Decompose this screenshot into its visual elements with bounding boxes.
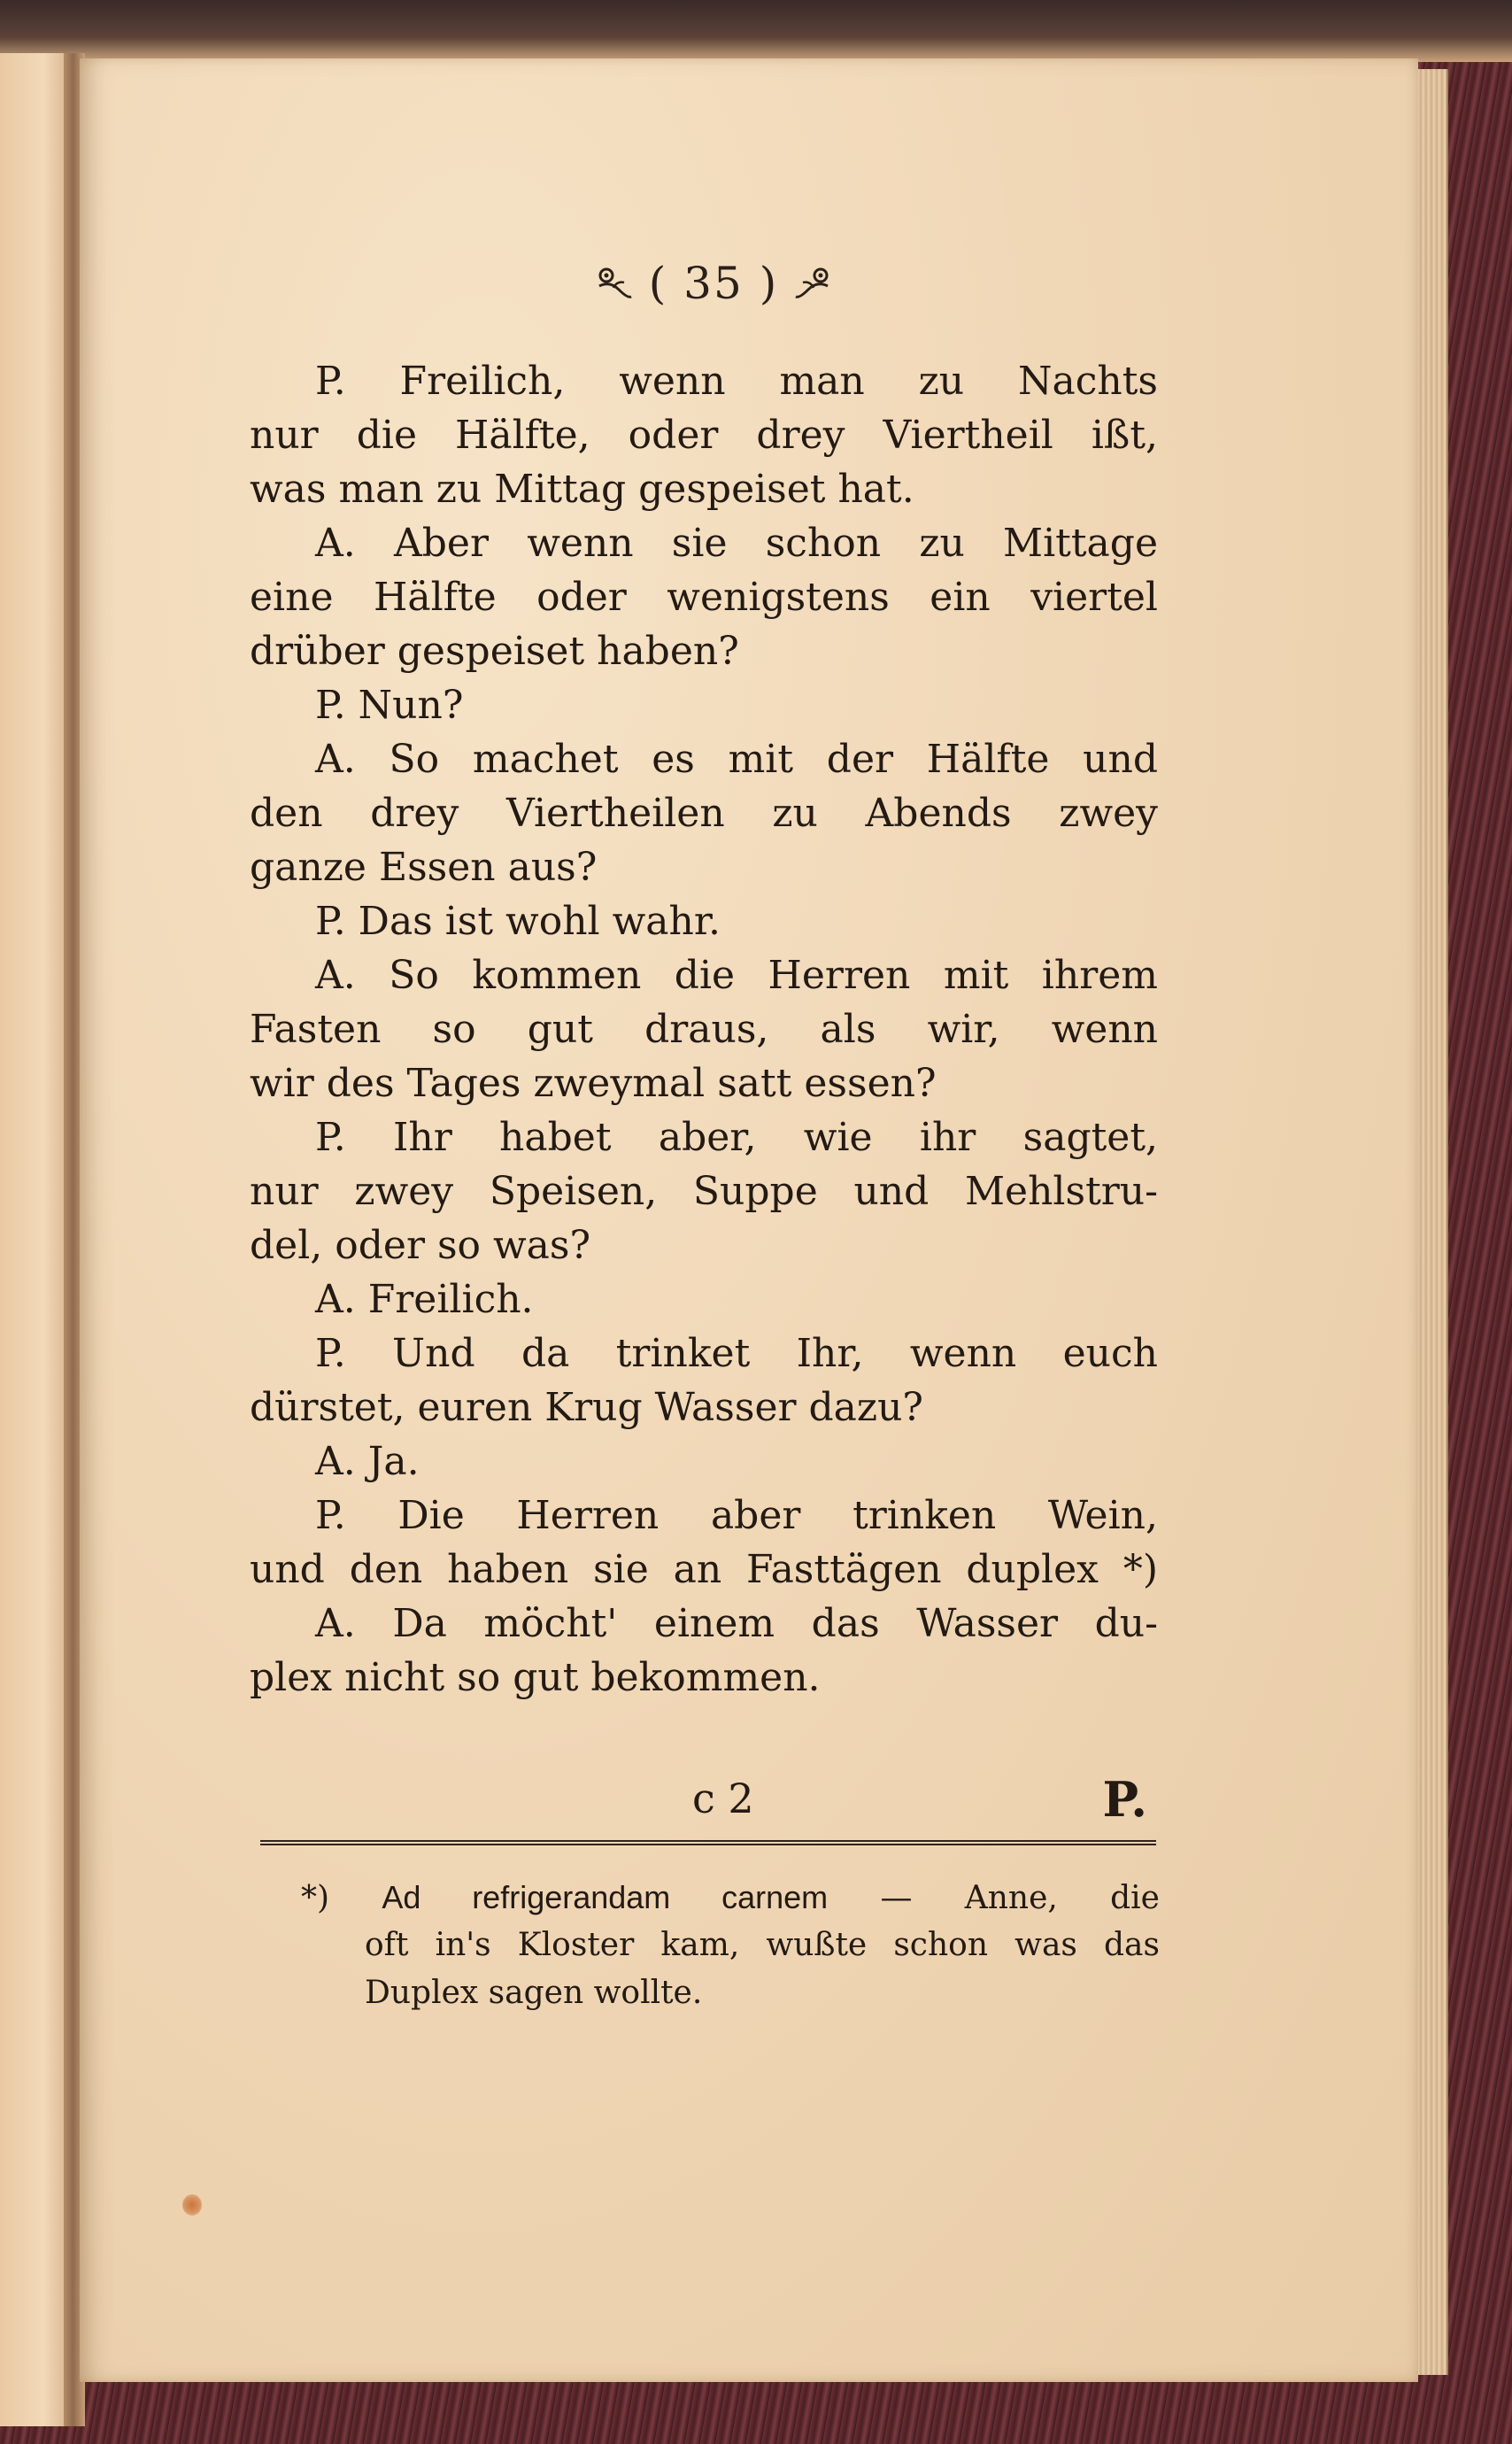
- footnote-rule: [260, 1840, 1156, 1845]
- book-top-edge: [0, 0, 1512, 62]
- text-line: drüber gespeiset haben?: [250, 629, 739, 674]
- footnote-line: [301, 1874, 1160, 1922]
- text-line: plex nicht so gut bekommen.: [250, 1655, 821, 1700]
- footnote-line: oft in's Kloster kam, wußte schon was das: [365, 1927, 1160, 1963]
- text-line: A. Freilich.: [315, 1277, 534, 1322]
- text-line: A. So kommen die Herren mit ihrem: [315, 953, 1158, 998]
- footnote-marker: *): [301, 1880, 330, 1916]
- signature-mark: c 2: [692, 1775, 754, 1822]
- text-line: ganze Essen aus?: [250, 845, 598, 890]
- text-line: A. Da möcht' einem das Wasser du-: [315, 1601, 1158, 1646]
- body-text: [250, 354, 1158, 1705]
- footnote-dash: —: [880, 1880, 913, 1916]
- text-line: P. Die Herren aber trinken Wein,: [315, 1493, 1158, 1538]
- text-line: eine Hälfte oder wenigstens ein viertel: [250, 575, 1158, 620]
- text-line: Fasten so gut draus, als wir, wenn: [250, 1007, 1158, 1052]
- text-line: P. Freilich, wenn man zu Nachts: [315, 359, 1158, 404]
- flower-ornament-left-icon: [592, 263, 633, 304]
- page-header: [528, 248, 899, 319]
- footnote-line: Duplex sagen wollte.: [365, 1975, 703, 2011]
- catchword: P.: [1102, 1771, 1147, 1828]
- left-facing-page: [0, 53, 73, 2426]
- text-line: nur zwey Speisen, Suppe und Mehlstru-: [250, 1169, 1158, 1214]
- text-line: A. Ja.: [315, 1439, 420, 1484]
- text-line: dürstet, euren Krug Wasser dazu?: [250, 1385, 924, 1430]
- text-line: P. Und da trinket Ihr, wenn euch: [315, 1331, 1158, 1376]
- text-line: und den haben sie an Fasttägen duplex *): [250, 1547, 1158, 1592]
- text-line: nur die Hälfte, oder drey Viertheil ißt,: [250, 413, 1158, 458]
- catchword-row: [250, 1771, 1158, 1833]
- footnote-line1-rest: Anne, die: [964, 1880, 1160, 1916]
- footnote-latin: Ad refrigerandam carnem: [382, 1879, 829, 1915]
- text-line: A. Aber wenn sie schon zu Mittage: [315, 521, 1158, 566]
- paper-stain: [182, 2194, 202, 2216]
- page-number: ( 35 ): [648, 258, 779, 309]
- text-line: den drey Viertheilen zu Abends zwey: [250, 791, 1158, 836]
- text-line: A. So machet es mit der Hälfte und: [315, 737, 1158, 782]
- text-line: P. Ihr habet aber, wie ihr sagtet,: [315, 1115, 1158, 1160]
- text-line: wir des Tages zweymal satt essen?: [250, 1061, 937, 1106]
- flower-ornament-right-icon: [794, 263, 835, 304]
- text-line: P. Das ist wohl wahr.: [315, 899, 721, 944]
- text-line: del, oder so was?: [250, 1223, 591, 1268]
- text-line: P. Nun?: [315, 683, 464, 728]
- footnote: [301, 1874, 1160, 2017]
- text-line: was man zu Mittag gespeiset hat.: [250, 467, 914, 512]
